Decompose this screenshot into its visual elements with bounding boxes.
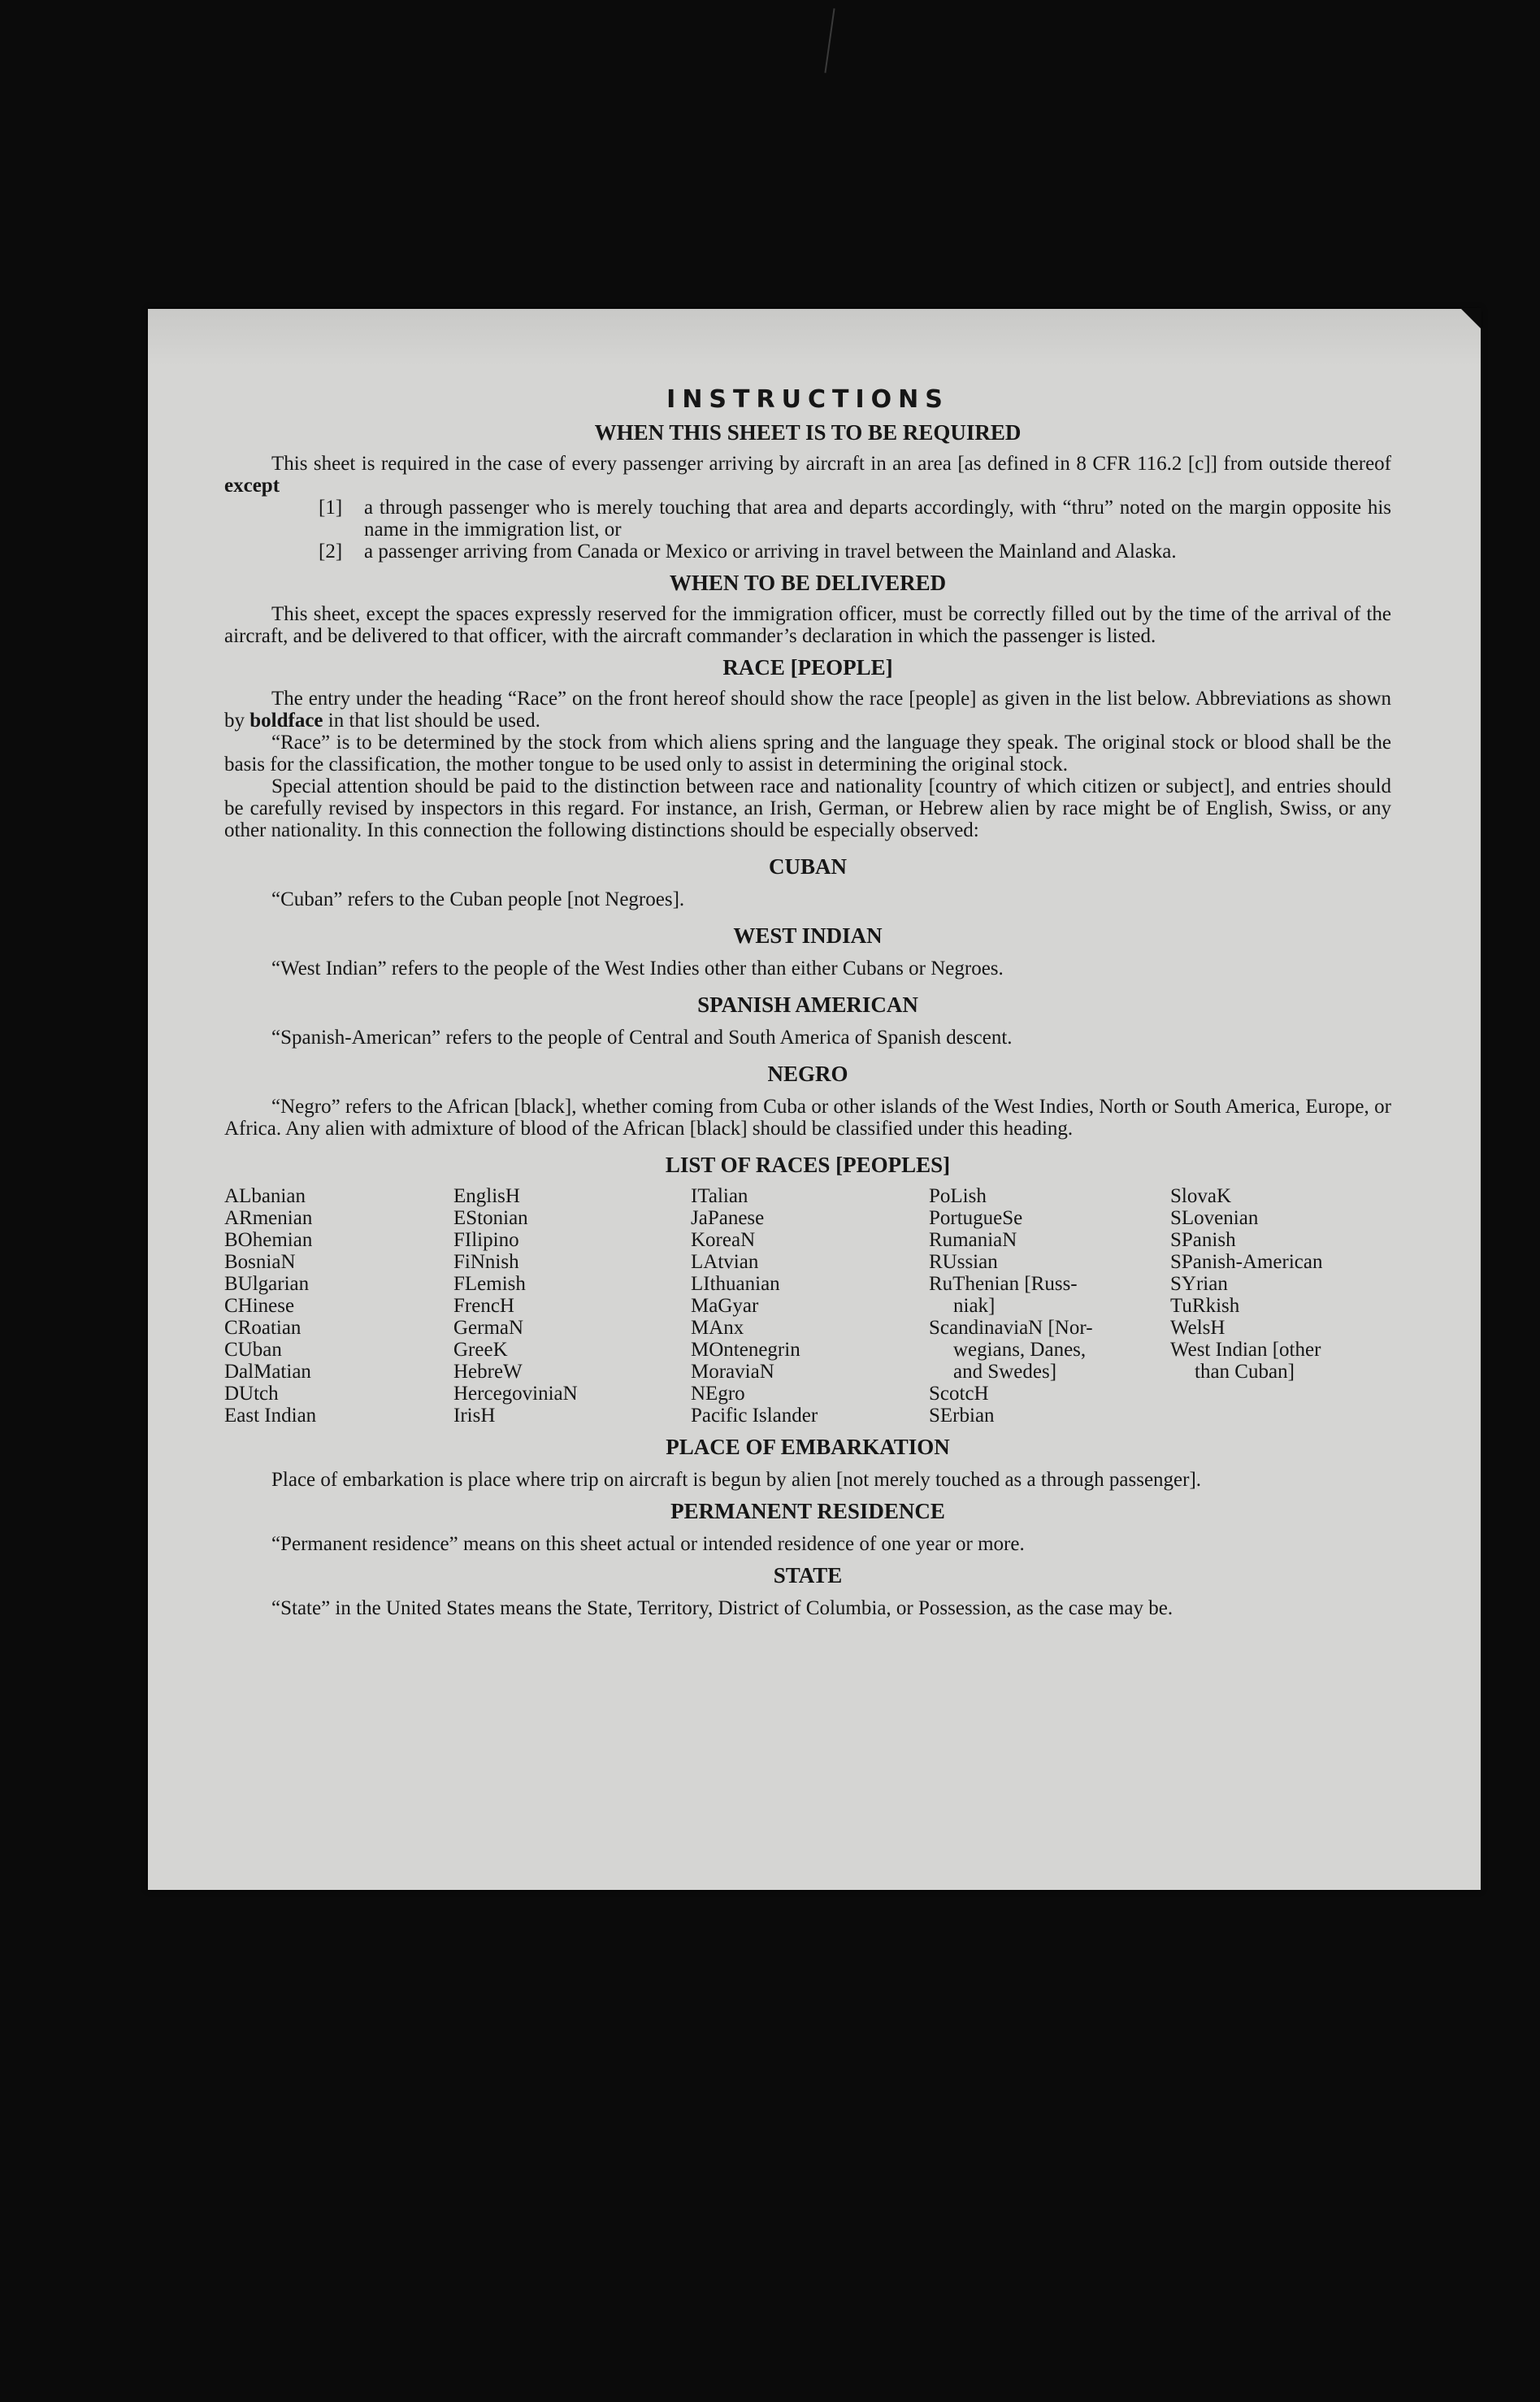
heading-required: WHEN THIS SHEET IS TO BE REQUIRED <box>594 420 1022 445</box>
race-item: GreeK <box>453 1339 508 1361</box>
required-item-1 <box>224 497 1391 541</box>
race-item: CRoatian <box>224 1317 301 1339</box>
state-text: “State” in the United States means the State, Territory, District of Columbia, or Possession, as the case may be. <box>271 1597 1173 1619</box>
cuban-text: “Cuban” refers to the Cuban people [not Negroes]. <box>271 888 685 910</box>
race-item: ITalian <box>691 1185 748 1207</box>
item-text: a passenger arriving from Canada or Mexico or arriving in travel between the Mainland and Alaska. <box>364 541 1177 562</box>
race-item: GermaN <box>453 1317 524 1339</box>
race-item: RumaniaN <box>929 1229 1017 1251</box>
race-item: LAtvian <box>691 1251 759 1273</box>
race-item: FiNnish <box>453 1251 519 1273</box>
required-intro-text: This sheet is required in the case of every passenger arriving by aircraft in an area [as defined in 8 CFR 116.2 [c]] from outside thereof <box>271 453 1391 475</box>
race-item: BOhemian <box>224 1229 313 1251</box>
required-intro <box>224 453 1391 497</box>
page-title: INSTRUCTIONS <box>666 385 949 414</box>
race-paragraph-2: “Race” is to be determined by the stock from which aliens spring and the language they speak. The original stock or blood shall be the basis for the classification, the mother tongue to be used only to assist in determining the original stock. <box>224 732 1391 775</box>
race-item: PoLish <box>929 1185 987 1207</box>
race-item: SErbian <box>929 1405 995 1427</box>
embarkation-text: Place of embarkation is place where trip on aircraft is begun by alien [not merely touched as a through passenger]. <box>271 1469 1202 1491</box>
race-item: SPanish-American <box>1170 1251 1323 1273</box>
race-item: IrisH <box>453 1405 496 1427</box>
spanish-american-text: “Spanish-American” refers to the people of Central and South America of Spanish descent. <box>271 1027 1013 1049</box>
race-paragraph-3: Special attention should be paid to the distinction between race and nationality [country of which citizen or subject], and entries should be carefully revised by inspectors in this regard. For instance, an Irish, German, or Hebrew alien by race might be of English, Swiss, or any other nationality. In this connection the following distinctions should be especially observed: <box>224 775 1391 841</box>
race-column-3 <box>691 1185 929 1427</box>
race-item: RuThenian [Russ- <box>929 1273 1078 1295</box>
race-item: MoraviaN <box>691 1361 774 1383</box>
race-item: ScandinaviaN [Nor- <box>929 1317 1093 1339</box>
race-item: CHinese <box>224 1295 295 1317</box>
race-item: than Cuban] <box>1195 1361 1295 1383</box>
folded-corner <box>1460 308 1481 329</box>
heading-race-list: LIST OF RACES [PEOPLES] <box>665 1153 951 1177</box>
item-number: [2] <box>319 541 343 562</box>
heading-spanish-american: SPANISH AMERICAN <box>697 993 918 1017</box>
document-content <box>224 385 1391 1619</box>
race-p1-text-end: in that list should be used. <box>328 710 540 732</box>
race-item: East Indian <box>224 1405 317 1427</box>
race-item: West Indian [other <box>1170 1339 1321 1361</box>
race-p1-bold: boldface <box>249 710 323 732</box>
heading-embarkation: PLACE OF EMBARKATION <box>666 1435 950 1459</box>
residence-text: “Permanent residence” means on this sheet actual or intended residence of one year or more. <box>271 1533 1025 1555</box>
race-item: DUtch <box>224 1383 279 1405</box>
race-item: wegians, Danes, <box>953 1339 1087 1361</box>
race-column-4 <box>929 1185 1170 1427</box>
race-item: HebreW <box>453 1361 523 1383</box>
heading-state: STATE <box>773 1563 843 1588</box>
required-intro-bold: except <box>224 475 280 497</box>
race-item: niak] <box>953 1295 996 1317</box>
race-list <box>224 1185 1391 1427</box>
race-item: ARmenian <box>224 1207 313 1229</box>
race-item: EStonian <box>453 1207 528 1229</box>
item-number: [1] <box>319 497 343 519</box>
race-item: KoreaN <box>691 1229 756 1251</box>
item-text: a through passenger who is merely touching that area and departs accordingly, with “thru” noted on the margin opposite his name in the immigration list, or <box>364 497 1391 541</box>
race-item: ScotcH <box>929 1383 989 1405</box>
race-item: FIlipino <box>453 1229 519 1251</box>
heading-cuban: CUBAN <box>768 854 847 879</box>
heading-delivered: WHEN TO BE DELIVERED <box>669 571 947 595</box>
race-paragraph-1 <box>224 688 1391 732</box>
required-item-2 <box>224 541 1391 562</box>
race-item: JaPanese <box>691 1207 765 1229</box>
delivered-text: This sheet, except the spaces expressly reserved for the immigration officer, must be correctly filled out by the time of the arrival of the aircraft, and be delivered to that officer, with the aircraft commander’s declaration in which the passenger is listed. <box>224 603 1391 647</box>
race-item: FrencH <box>453 1295 514 1317</box>
race-item: SPanish <box>1170 1229 1236 1251</box>
race-item: NEgro <box>691 1383 745 1405</box>
race-p1-text: The entry under the heading “Race” on the front hereof should show the race [people] as given in the list below. Abbreviations as shown by <box>224 688 1391 732</box>
race-column-5 <box>1170 1185 1382 1427</box>
race-item: SLovenian <box>1170 1207 1259 1229</box>
heading-west-indian: WEST INDIAN <box>733 923 883 948</box>
race-item: SlovaK <box>1170 1185 1231 1207</box>
race-item: BosniaN <box>224 1251 296 1273</box>
race-item: RUssian <box>929 1251 998 1273</box>
heading-race: RACE [PEOPLE] <box>722 655 893 680</box>
race-item: PortugueSe <box>929 1207 1023 1229</box>
document-sheet <box>148 309 1481 1890</box>
race-item: MOntenegrin <box>691 1339 800 1361</box>
sheet-top-shading <box>148 309 1481 366</box>
race-item: ALbanian <box>224 1185 306 1207</box>
heading-negro: NEGRO <box>767 1062 848 1086</box>
race-column-1 <box>224 1185 453 1427</box>
film-scratch <box>824 8 835 72</box>
race-item: Pacific Islander <box>691 1405 818 1427</box>
race-column-2 <box>453 1185 691 1427</box>
race-item: DalMatian <box>224 1361 311 1383</box>
race-item: SYrian <box>1170 1273 1228 1295</box>
race-item: MaGyar <box>691 1295 759 1317</box>
race-item: MAnx <box>691 1317 744 1339</box>
west-indian-text: “West Indian” refers to the people of the West Indies other than either Cubans or Negroes. <box>271 958 1004 979</box>
race-item: LIthuanian <box>691 1273 780 1295</box>
race-item: and Swedes] <box>953 1361 1057 1383</box>
heading-residence: PERMANENT RESIDENCE <box>670 1499 945 1523</box>
race-item: CUban <box>224 1339 282 1361</box>
negro-text: “Negro” refers to the African [black], whether coming from Cuba or other islands of the West Indies, North or South America, Europe, or Africa. Any alien with admixture of blood of the African [black] should be classified under this heading. <box>224 1096 1391 1140</box>
race-item: TuRkish <box>1170 1295 1240 1317</box>
race-item: FLemish <box>453 1273 526 1295</box>
race-item: EnglisH <box>453 1185 520 1207</box>
race-item: BUlgarian <box>224 1273 310 1295</box>
race-item: WelsH <box>1170 1317 1225 1339</box>
race-item: HercegoviniaN <box>453 1383 578 1405</box>
